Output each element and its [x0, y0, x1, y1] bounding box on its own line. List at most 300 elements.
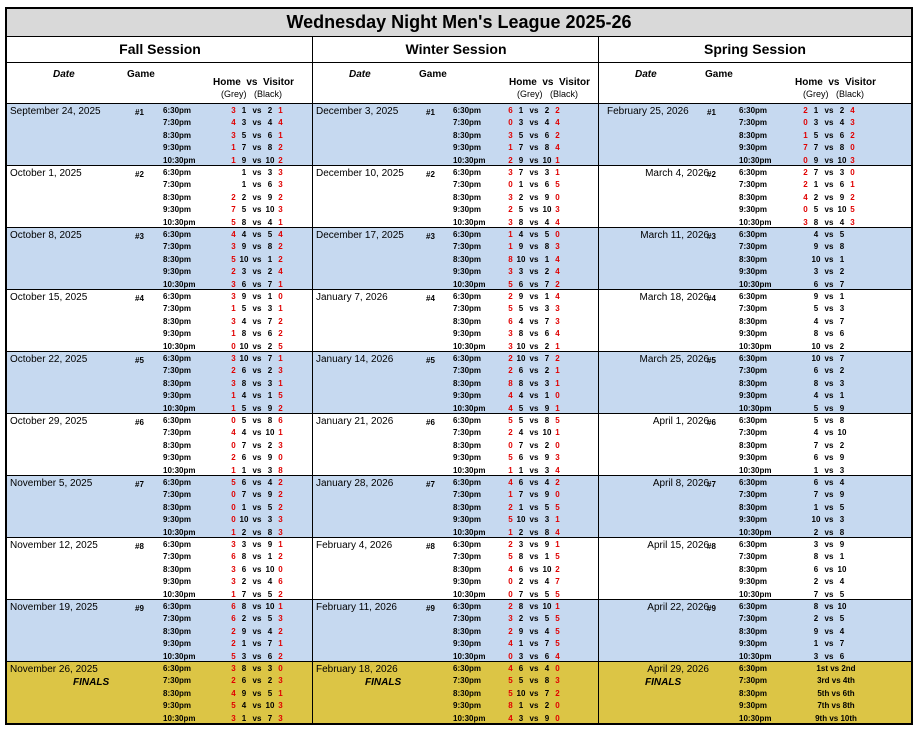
vs-label: vs [529, 366, 539, 376]
home-score: 2 [803, 106, 808, 115]
date-header: Date [53, 69, 75, 80]
visitor-team: 3 [839, 378, 845, 388]
time-slot: 9:30pm [739, 143, 768, 153]
time-slot: 6:30pm [453, 602, 482, 611]
home-team: 8 [241, 602, 247, 611]
time-slot: 6:30pm [163, 602, 192, 611]
week-date: April 29, 2026 [647, 664, 709, 675]
vs-label: vs [824, 416, 834, 425]
time-slot: 9:30pm [163, 391, 192, 401]
visitor-team: 9 [544, 490, 550, 500]
visitor-score: 1 [278, 688, 283, 698]
home-team: 4 [518, 316, 524, 326]
finals-matchup: 5th vs 6th [817, 688, 855, 698]
time-slot: 6:30pm [163, 540, 192, 549]
visitor-team: 3 [267, 664, 273, 673]
visitor-team: 8 [839, 527, 845, 537]
visitor-score: 5 [555, 180, 560, 190]
week-date: January 14, 2026 [316, 354, 394, 365]
time-slot: 7:30pm [739, 490, 768, 500]
home-team: 6 [813, 453, 819, 463]
vs-label: vs [529, 391, 539, 401]
match-pair [229, 404, 285, 413]
time-slot: 7:30pm [163, 428, 192, 438]
time-slot: 8:30pm [739, 316, 768, 326]
visitor-score: 2 [278, 490, 283, 500]
visitor-team: 3 [267, 378, 273, 388]
match-pair [801, 627, 857, 636]
time-slot: 10:30pm [163, 527, 196, 537]
time-slot: 9:30pm [163, 701, 192, 711]
vs-label: vs [252, 292, 262, 301]
home-score: 0 [231, 490, 236, 500]
home-team: 10 [811, 341, 821, 351]
time-slot: 6:30pm [739, 602, 768, 611]
vs-label: vs [824, 143, 834, 153]
visitor-team: 8 [267, 143, 273, 153]
vs-label: vs [529, 118, 539, 128]
home-team: 4 [813, 230, 819, 239]
vs-label: vs [529, 316, 539, 326]
visitor-team: 7 [839, 316, 845, 326]
visitor-team: 5 [544, 614, 550, 624]
match-pair [229, 193, 285, 202]
match-pair [506, 428, 562, 437]
match-pair [506, 466, 562, 475]
home-score: 3 [231, 540, 236, 549]
home-team: 2 [518, 527, 524, 537]
home-score: 5 [508, 676, 513, 686]
visitor-score: 3 [278, 614, 283, 624]
match-pair [506, 701, 562, 710]
visitor-team: 4 [267, 118, 273, 128]
match-pair [801, 552, 857, 561]
match-pair [229, 143, 285, 152]
vs-label: vs [824, 440, 834, 450]
home-score: 1 [231, 527, 236, 537]
visitor-team: 4 [267, 478, 273, 487]
time-slot: 7:30pm [163, 366, 192, 376]
visitor-score: 2 [555, 106, 560, 115]
visitor-score: 2 [278, 502, 283, 512]
grey-black-header: (Grey) (Black) [221, 89, 283, 99]
visitor-score: 0 [278, 453, 283, 463]
match-pair [229, 180, 285, 189]
time-slot: 10:30pm [453, 279, 486, 289]
match-pair [506, 714, 562, 723]
match-pair [801, 639, 857, 648]
home-score: 1 [231, 403, 236, 413]
vs-label: vs [824, 465, 834, 475]
vs-label: vs [529, 254, 539, 264]
game-number: #3 [426, 232, 435, 241]
time-slot: 8:30pm [453, 502, 482, 512]
vs-label: vs [252, 341, 262, 351]
visitor-score: 2 [555, 688, 560, 698]
home-team: 3 [813, 118, 819, 128]
time-slot: 10:30pm [163, 465, 196, 475]
home-team: 8 [813, 329, 819, 339]
visitor-score: 2 [850, 130, 855, 140]
home-team: 9 [813, 242, 819, 252]
home-team: 8 [241, 552, 247, 562]
visitor-team: 2 [839, 267, 845, 277]
time-slot: 6:30pm [163, 168, 192, 177]
visitor-team: 10 [837, 428, 847, 438]
visitor-team: 6 [267, 329, 273, 339]
home-score: 0 [508, 440, 513, 450]
visitor-team: 7 [839, 639, 845, 649]
match-pair [229, 528, 285, 537]
home-team: 5 [241, 130, 247, 140]
column-header-1 [313, 63, 599, 104]
visitor-team: 2 [544, 341, 550, 351]
home-score: 0 [508, 651, 513, 661]
home-team: 2 [518, 577, 524, 587]
home-score: 6 [508, 316, 513, 326]
vs-label: vs [824, 403, 834, 413]
visitor-score: 2 [278, 192, 283, 202]
vs-label: vs [252, 205, 262, 215]
match-pair [801, 143, 857, 152]
match-pair [801, 490, 857, 499]
time-slot: 10:30pm [163, 217, 196, 227]
time-slot: 7:30pm [163, 118, 192, 128]
home-team: 6 [241, 478, 247, 487]
home-team: 2 [518, 614, 524, 624]
vs-label: vs [529, 626, 539, 636]
visitor-team: 9 [839, 453, 845, 463]
home-team: 6 [813, 279, 819, 289]
match-pair [506, 490, 562, 499]
vs-label: vs [252, 515, 262, 525]
vs-label: vs [824, 478, 834, 487]
vs-label: vs [824, 540, 834, 549]
home-team: 6 [518, 664, 524, 673]
vs-label: vs [529, 180, 539, 190]
time-slot: 7:30pm [453, 614, 482, 624]
home-score: 2 [803, 180, 808, 190]
vs-label: vs [252, 527, 262, 537]
game-number: #7 [135, 480, 144, 489]
time-slot: 10:30pm [163, 589, 196, 599]
vs-label: vs [824, 564, 834, 574]
match-pair [506, 552, 562, 561]
match-pair [801, 118, 857, 127]
vs-label: vs [824, 341, 834, 351]
visitor-team: 4 [839, 478, 845, 487]
home-team: 4 [813, 316, 819, 326]
visitor-team: 7 [839, 354, 845, 363]
visitor-team: 7 [267, 316, 273, 326]
match-pair [506, 528, 562, 537]
home-team: 8 [518, 329, 524, 339]
time-slot: 10:30pm [453, 527, 486, 537]
vs-label: vs [824, 118, 834, 128]
home-score: 3 [508, 192, 513, 202]
game-header: Game [419, 69, 447, 80]
match-pair [229, 676, 285, 685]
game-number: #3 [707, 232, 716, 241]
visitor-score: 3 [555, 316, 560, 326]
visitor-team: 10 [542, 602, 552, 611]
home-score: 2 [231, 453, 236, 463]
week-date: March 4, 2026 [645, 168, 709, 179]
visitor-team: 10 [265, 155, 275, 165]
game-number: #9 [135, 604, 144, 613]
match-pair [801, 416, 857, 425]
session-title-1: Winter Session [313, 36, 599, 63]
week-date: October 29, 2025 [10, 416, 88, 427]
time-slot: 10:30pm [453, 713, 486, 723]
match-pair [229, 168, 285, 177]
home-team: 6 [518, 279, 524, 289]
visitor-score: 1 [555, 168, 560, 177]
game-number: #7 [426, 480, 435, 489]
finals-label: FINALS [645, 677, 682, 688]
match-pair [801, 280, 857, 289]
home-team: 8 [518, 552, 524, 562]
time-slot: 9:30pm [163, 205, 192, 215]
home-team: 4 [518, 230, 524, 239]
home-score: 3 [231, 292, 236, 301]
vs-label: vs [824, 639, 834, 649]
home-score: 3 [231, 664, 236, 673]
home-score: 3 [231, 242, 236, 252]
home-score: 5 [508, 688, 513, 698]
visitor-score: 0 [278, 664, 283, 673]
home-team: 6 [241, 366, 247, 376]
time-slot: 9:30pm [739, 391, 768, 401]
vs-label: vs [529, 143, 539, 153]
home-score: 2 [508, 205, 513, 215]
home-team: 8 [813, 378, 819, 388]
vs-label: vs [824, 502, 834, 512]
visitor-team: 6 [839, 651, 845, 661]
time-slot: 8:30pm [739, 254, 768, 264]
home-score: 4 [803, 192, 808, 202]
page-title: Wednesday Night Men's League 2025-26 [7, 9, 911, 37]
week-block [599, 476, 911, 538]
home-score: 5 [508, 552, 513, 562]
home-score: 2 [508, 602, 513, 611]
home-team: 4 [813, 428, 819, 438]
time-slot: 7:30pm [739, 118, 768, 128]
visitor-team: 2 [267, 106, 273, 115]
match-pair [506, 515, 562, 524]
visitor-team: 10 [837, 155, 847, 165]
visitor-score: 2 [555, 564, 560, 574]
home-team: 6 [518, 453, 524, 463]
vs-label: vs [529, 428, 539, 438]
home-score: 3 [231, 279, 236, 289]
time-slot: 8:30pm [453, 440, 482, 450]
home-score: 3 [231, 564, 236, 574]
visitor-score: 4 [850, 106, 855, 115]
home-team: 3 [518, 118, 524, 128]
vs-label: vs [824, 254, 834, 264]
visitor-team: 6 [267, 180, 273, 190]
home-team: 1 [813, 502, 819, 512]
visitor-score: 3 [850, 155, 855, 165]
vs-label: vs [252, 502, 262, 512]
home-team: 1 [241, 465, 247, 475]
vs-label: vs [252, 564, 262, 574]
vs-label: vs [824, 292, 834, 301]
visitor-score: 4 [555, 267, 560, 277]
week-block [7, 228, 312, 290]
visitor-team: 2 [544, 440, 550, 450]
home-score: 2 [508, 502, 513, 512]
visitor-score: 3 [555, 676, 560, 686]
time-slot: 9:30pm [739, 577, 768, 587]
vs-label: vs [824, 614, 834, 624]
home-team: 5 [518, 304, 524, 314]
match-pair [801, 701, 871, 710]
home-team: 3 [518, 540, 524, 549]
visitor-team: 10 [837, 205, 847, 215]
time-slot: 10:30pm [739, 651, 772, 661]
vs-label: vs [824, 130, 834, 140]
visitor-team: 6 [839, 329, 845, 339]
visitor-score: 4 [555, 217, 560, 227]
home-score: 2 [803, 168, 808, 177]
visitor-team: 1 [544, 254, 550, 264]
match-pair [801, 230, 857, 239]
home-team: 9 [241, 688, 247, 698]
week-block [313, 228, 598, 290]
home-team: 4 [518, 428, 524, 438]
game-number: #6 [135, 418, 144, 427]
match-pair [506, 230, 562, 239]
visitor-team: 10 [542, 564, 552, 574]
week-date: September 24, 2025 [10, 106, 101, 117]
vs-label: vs [824, 391, 834, 401]
game-number: #3 [135, 232, 144, 241]
match-pair [506, 354, 562, 363]
visitor-score: 1 [278, 378, 283, 388]
time-slot: 8:30pm [739, 378, 768, 388]
vs-label: vs [252, 242, 262, 252]
visitor-team: 10 [542, 155, 552, 165]
home-team: 5 [813, 130, 819, 140]
home-team: 3 [813, 651, 819, 661]
visitor-team: 6 [839, 180, 845, 190]
time-slot: 6:30pm [739, 230, 768, 239]
time-slot: 8:30pm [453, 564, 482, 574]
visitor-team: 9 [544, 403, 550, 413]
time-slot: 7:30pm [163, 180, 192, 190]
home-score: 3 [508, 329, 513, 339]
match-pair [506, 639, 562, 648]
time-slot: 6:30pm [453, 168, 482, 177]
visitor-team: 10 [265, 602, 275, 611]
match-pair [229, 515, 285, 524]
week-block [599, 104, 911, 166]
home-score: 6 [231, 552, 236, 562]
game-number: #4 [707, 294, 716, 303]
match-pair [801, 218, 857, 227]
home-team: 2 [241, 192, 247, 202]
home-score: 5 [231, 701, 236, 711]
match-pair [229, 329, 285, 338]
home-team: 7 [241, 440, 247, 450]
visitor-team: 2 [544, 701, 550, 711]
week-date: January 28, 2026 [316, 478, 394, 489]
visitor-team: 8 [544, 676, 550, 686]
time-slot: 10:30pm [739, 527, 772, 537]
visitor-team: 5 [544, 230, 550, 239]
visitor-score: 4 [555, 143, 560, 153]
home-team: 1 [518, 106, 524, 115]
visitor-team: 1 [839, 254, 845, 264]
week-block [313, 104, 598, 166]
vs-label: vs [252, 267, 262, 277]
home-team: 9 [518, 155, 524, 165]
home-team: 6 [241, 564, 247, 574]
home-score: 2 [508, 155, 513, 165]
time-slot: 8:30pm [453, 130, 482, 140]
game-number: #9 [707, 604, 716, 613]
week-date: February 18, 2026 [316, 664, 398, 675]
week-date: January 7, 2026 [316, 292, 388, 303]
time-slot: 10:30pm [453, 651, 486, 661]
home-team: 5 [241, 403, 247, 413]
time-slot: 8:30pm [163, 316, 192, 326]
visitor-team: 3 [544, 168, 550, 177]
home-score: 3 [231, 130, 236, 140]
game-number: #5 [707, 356, 716, 365]
visitor-team: 1 [839, 552, 845, 562]
home-score: 6 [508, 106, 513, 115]
visitor-team: 9 [267, 403, 273, 413]
visitor-team: 3 [839, 168, 845, 177]
visitor-score: 1 [555, 403, 560, 413]
vs-label: vs [252, 651, 262, 661]
home-team: 3 [518, 267, 524, 277]
week-block [313, 166, 598, 228]
match-pair [229, 466, 285, 475]
vs-label: vs [824, 527, 834, 537]
home-score: 4 [508, 564, 513, 574]
vs-label: vs [529, 242, 539, 252]
home-score: 2 [231, 267, 236, 277]
visitor-team: 3 [267, 168, 273, 177]
game-header: Game [127, 69, 155, 80]
match-pair [801, 329, 857, 338]
vs-label: vs [252, 391, 262, 401]
home-score: 3 [231, 354, 236, 363]
time-slot: 7:30pm [453, 676, 482, 686]
time-slot: 7:30pm [739, 676, 768, 686]
vs-label: vs [824, 192, 834, 202]
match-pair [229, 267, 285, 276]
visitor-team: 9 [839, 403, 845, 413]
visitor-team: 8 [544, 416, 550, 425]
visitor-score: 1 [555, 378, 560, 388]
vs-label: vs [529, 440, 539, 450]
week-block [313, 290, 598, 352]
visitor-team: 6 [544, 130, 550, 140]
home-team: 9 [241, 626, 247, 636]
time-slot: 10:30pm [453, 403, 486, 413]
home-score: 1 [508, 242, 513, 252]
finals-matchup: 9th vs 10th [815, 713, 857, 723]
visitor-team: 4 [267, 626, 273, 636]
vs-label: vs [252, 490, 262, 500]
visitor-score: 0 [555, 440, 560, 450]
visitor-team: 4 [839, 577, 845, 587]
